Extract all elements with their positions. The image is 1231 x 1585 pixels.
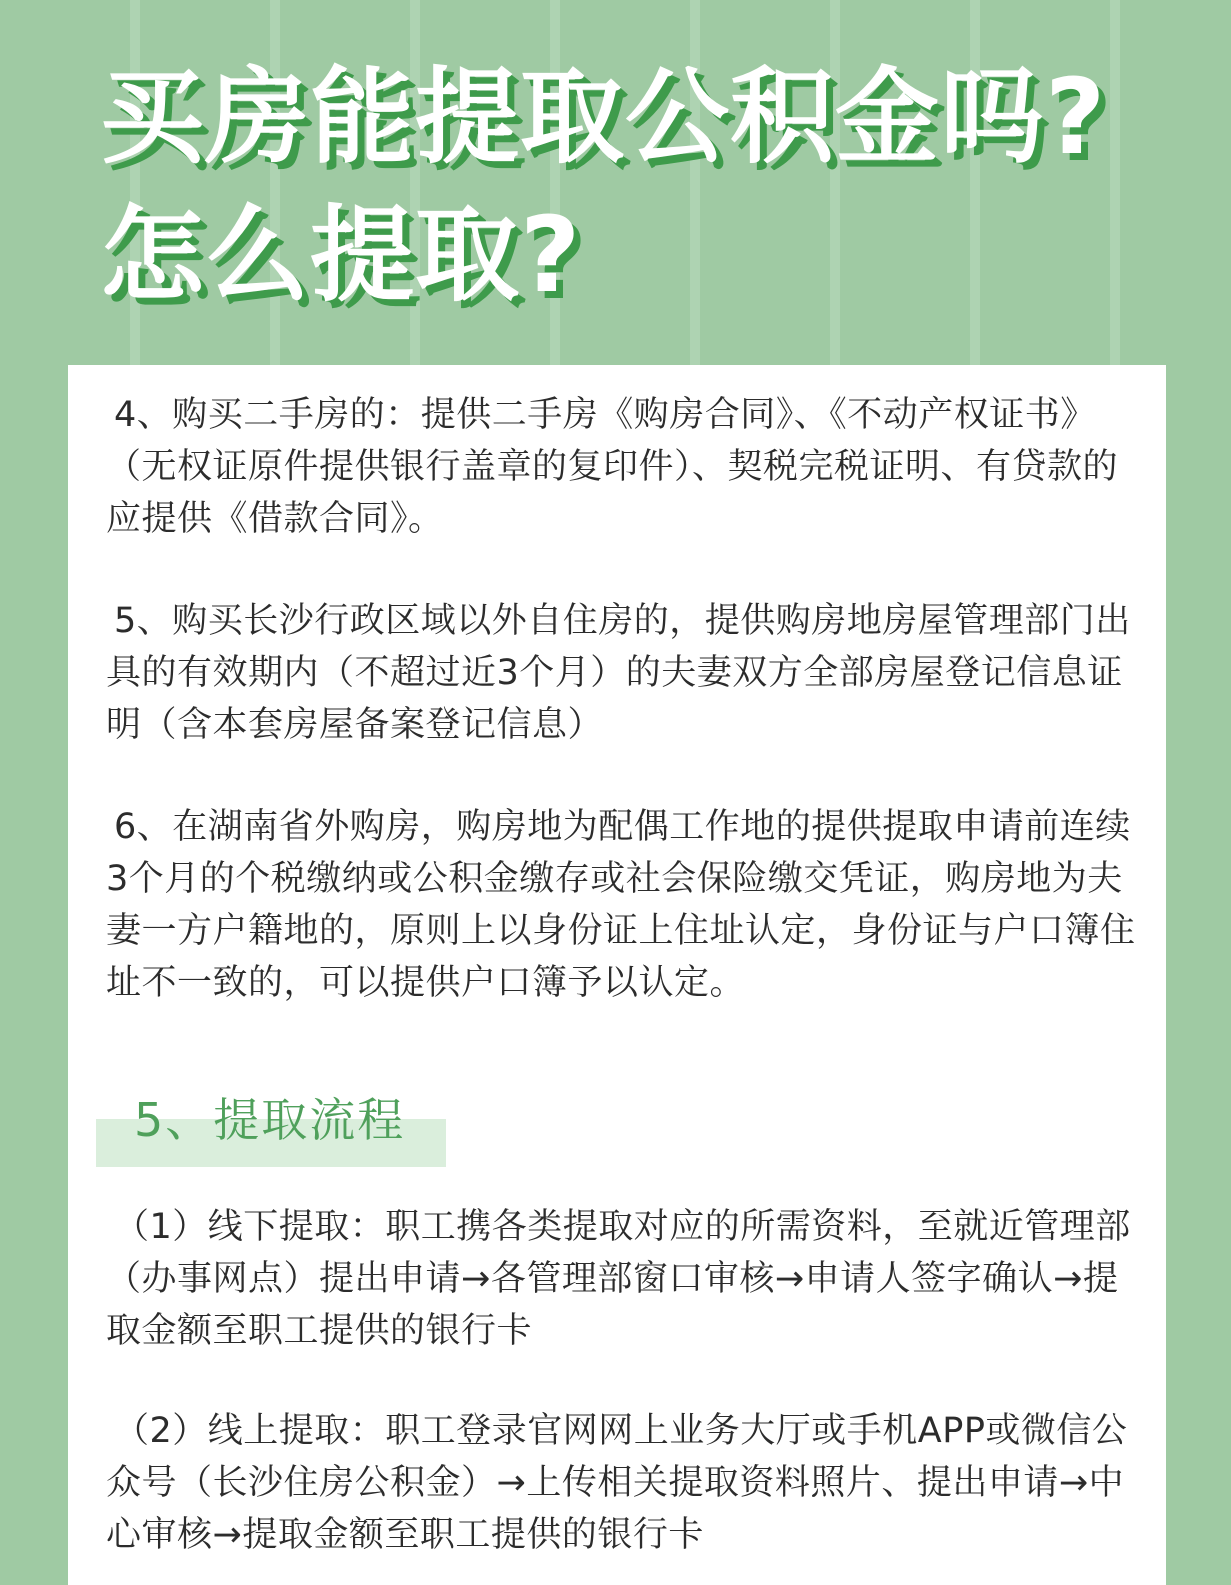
page-title-line-2: 怎么提取? — [100, 194, 582, 316]
paragraph-item-6: 6、在湖南省外购房，购房地为配偶工作地的提供提取申请前连续3个月的个税缴纳或公积金缴存或社会保险缴交凭证，购房地为夫妻一方户籍地的，原则上以身份证上住址认定，身份证与户口簿住址不一致的，可以提供户口簿予以认定。 — [106, 807, 1136, 1003]
paragraph-online-withdrawal: （2）线上提取：职工登录官网网上业务大厅或手机APP或微信公众号（长沙住房公积金）→上传相关提取资料照片、提出申请→中心审核→提取金额至职工提供的银行卡 — [106, 1411, 1128, 1555]
paragraph-item-5: 5、购买长沙行政区域以外自住房的，提供购房地房屋管理部门出具的有效期内（不超过近3个月）的夫妻双方全部房屋登记信息证明（含本套房屋备案登记信息） — [106, 601, 1131, 745]
paragraph-offline-withdrawal: （1）线下提取：职工携各类提取对应的所需资料，至就近管理部（办事网点）提出申请→各管理部窗口审核→申请人签字确认→提取金额至职工提供的银行卡 — [106, 1207, 1131, 1351]
section-header — [96, 1087, 446, 1167]
section-title: 5、提取流程 — [134, 1093, 406, 1147]
paragraph-item-4: 4、购买二手房的：提供二手房《购房合同》、《不动产权证书》（无权证原件提供银行盖章的复印件）、契税完税证明、有贷款的应提供《借款合同》。 — [106, 395, 1119, 539]
page-title-line-1: 买房能提取公积金吗? — [100, 56, 1107, 178]
page-title — [100, 48, 1106, 324]
content-card — [68, 365, 1166, 1585]
